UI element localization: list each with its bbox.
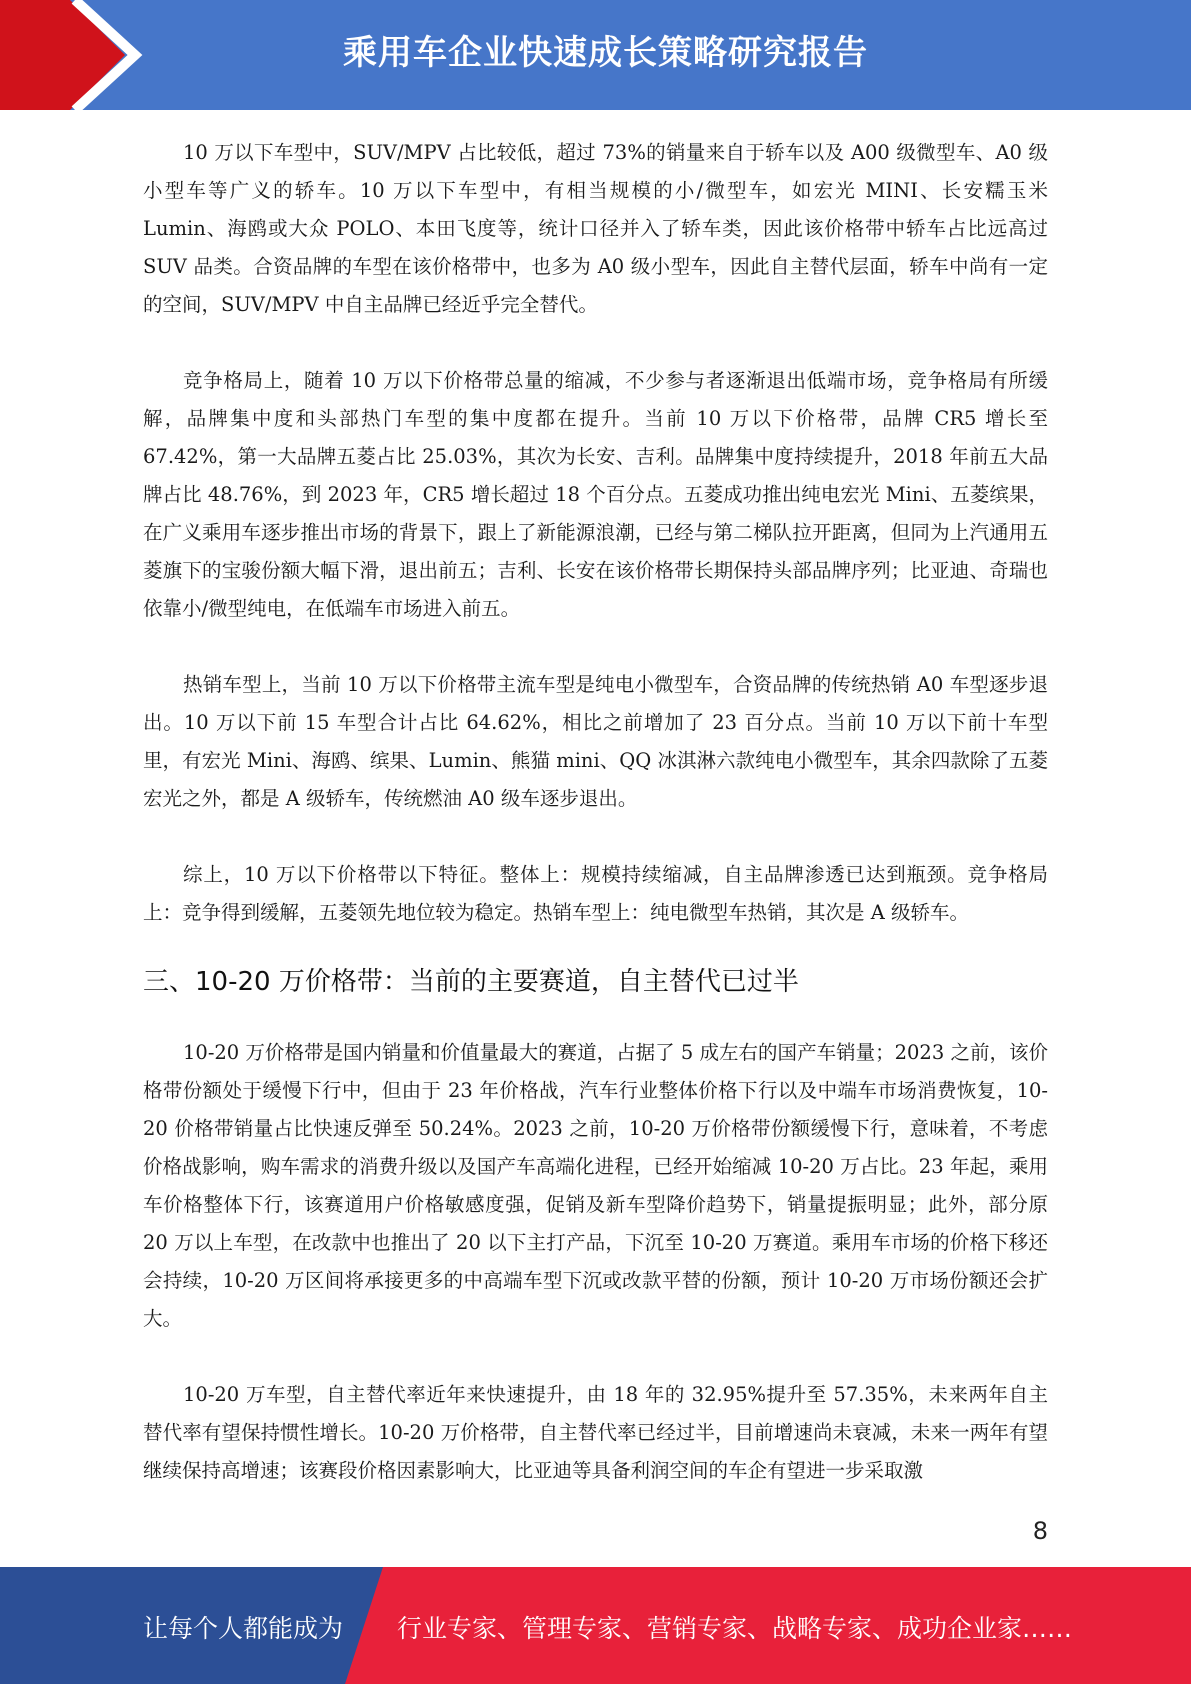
body-paragraph: 10 万以下车型中，SUV/MPV 占比较低，超过 73%的销量来自于轿车以及 A00 级微型车、A0 级小型车等广义的轿车。10 万以下车型中，有相当规模的小/微型车，如宏光 MINI、长安糯玉米 Lumin、海鸥或大众 POLO、本田飞度等，统计口径并入了轿车类，因此该价格带中轿车占比远高过 SUV 品类。合资品牌的车型在该价格带中，也多为 A0 级小型车，因此自主替代层面，轿车中尚有一定的空间，SUV/MPV 中自主品牌已经近乎完全替代。 xyxy=(143,141,1048,316)
footer-slogan-left: 让每个人都能成为 xyxy=(143,1614,344,1643)
page-number: 8 xyxy=(1032,1517,1048,1545)
body-paragraph: 10-20 万价格带是国内销量和价值量最大的赛道，占据了 5 成左右的国产车销量；2023 之前，该价格带份额处于缓慢下行中，但由于 23 年价格战，汽车行业整体价格下行以及中端车市场消费恢复，10-20 价格带销量占比快速反弹至 50.24%。2023 之前，10-20 万价格带份额缓慢下行，意味着，不考虑价格战影响，购车需求的消费升级以及国产车高端化进程，已经开始缩减 10-20 万占比。23 年起，乘用车价格整体下行，该赛道用户价格敏感度强，促销及新车型降价趋势下，销量提振明显；此外，部分原 20 万以上车型，在改款中也推出了 20 以下主打产品，下沉至 10-20 万赛道。乘用车市场的价格下移还会持续，10-20 万区间将承接更多的中高端车型下沉或改款平替的份额，预计 10-20 万市场份额还会扩大。 xyxy=(143,1041,1048,1330)
body-paragraph: 竞争格局上，随着 10 万以下价格带总量的缩减，不少参与者逐渐退出低端市场，竞争格局有所缓解，品牌集中度和头部热门车型的集中度都在提升。当前 10 万以下价格带，品牌 CR5 增长至 67.42%，第一大品牌五菱占比 25.03%，其次为长安、吉利。品牌集中度持续提升，2018 年前五大品牌占比 48.76%，到 2023 年，CR5 增长超过 18 个百分点。五菱成功推出纯电宏光 Mini、五菱缤果，在广义乘用车逐步推出市场的背景下，跟上了新能源浪潮，已经与第二梯队拉开距离，但同为上汽通用五菱旗下的宝骏份额大幅下滑，退出前五；吉利、长安在该价格带长期保持头部品牌序列；比亚迪、奇瑞也依靠小/微型纯电，在低端车市场进入前五。 xyxy=(143,369,1048,620)
body-paragraph: 综上，10 万以下价格带以下特征。整体上：规模持续缩减，自主品牌渗透已达到瓶颈。竞争格局上：竞争得到缓解，五菱领先地位较为稳定。热销车型上：纯电微型车热销，其次是 A 级轿车。 xyxy=(143,863,1048,924)
report-title: 乘用车企业快速成长策略研究报告 xyxy=(343,33,868,73)
body-paragraph: 热销车型上，当前 10 万以下价格带主流车型是纯电小微型车，合资品牌的传统热销 A0 车型逐步退出。10 万以下前 15 车型合计占比 64.62%，相比之前增加了 23 百分点。当前 10 万以下前十车型里，有宏光 Mini、海鸥、缤果、Lumin、熊猫 mini、QQ 冰淇淋六款纯电小微型车，其余四款除了五菱宏光之外，都是 A 级轿车，传统燃油 A0 级车逐步退出。 xyxy=(143,673,1048,810)
page-header xyxy=(0,0,1191,110)
section-heading: 三、10-20 万价格带：当前的主要赛道，自主替代已过半 xyxy=(143,967,799,997)
footer-slogan-right: 行业专家、管理专家、营销专家、战略专家、成功企业家…… xyxy=(397,1614,1073,1643)
page-footer xyxy=(0,1567,1191,1684)
document-body xyxy=(143,134,1048,1528)
body-paragraph: 10-20 万车型，自主替代率近年来快速提升，由 18 年的 32.95%提升至 57.35%，未来两年自主替代率有望保持惯性增长。10-20 万价格带，自主替代率已经过半，目前增速尚未衰减，未来一两年有望继续保持高增速；该赛段价格因素影响大，比亚迪等具备利润空间的车企有望进一步采取激 xyxy=(143,1383,1048,1482)
